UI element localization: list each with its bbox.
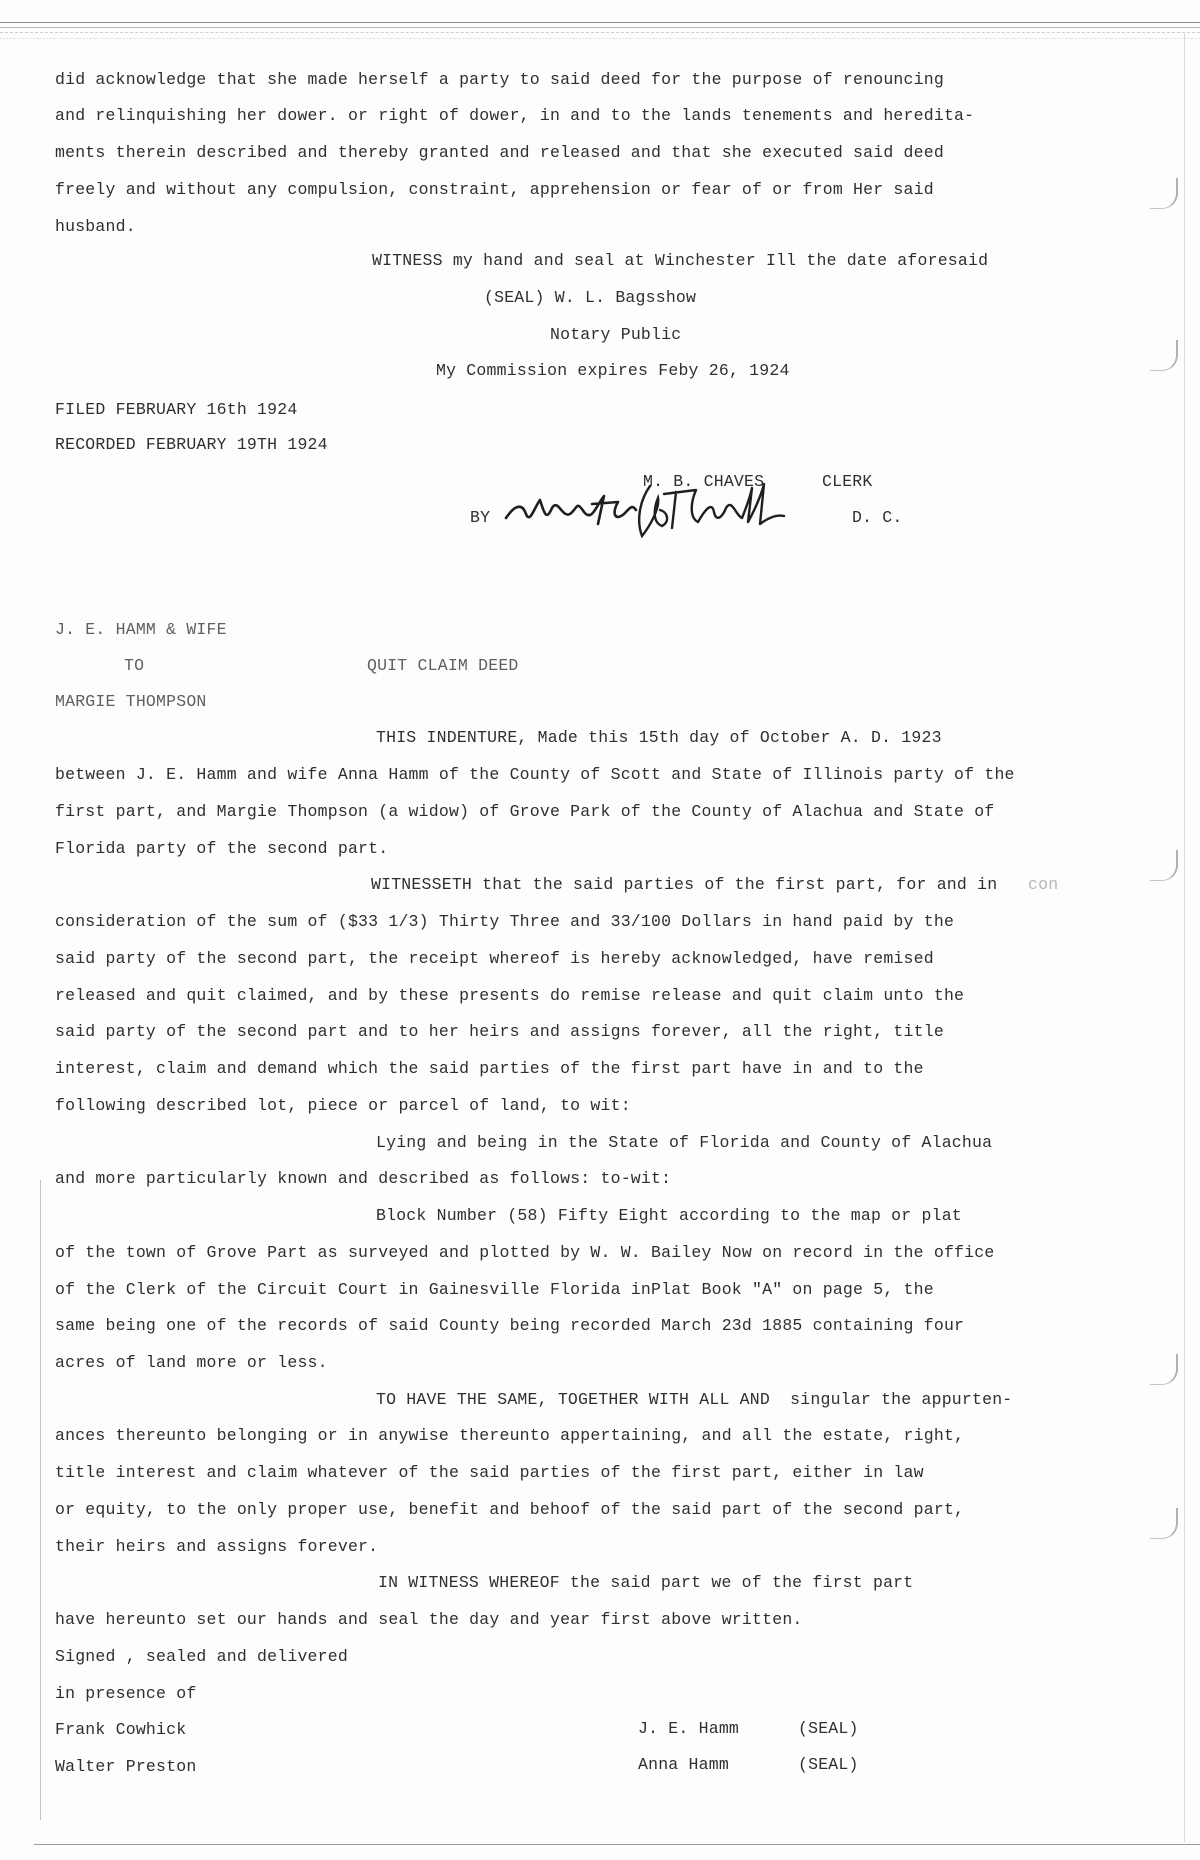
deed-line: and more particularly known and described as follows: to-wit: (55, 1169, 672, 1188)
deed-type: QUIT CLAIM DEED (367, 656, 519, 675)
deed-line: of the town of Grove Part as surveyed and plotted by W. W. Bailey Now on record in the office (55, 1243, 995, 1262)
deed-line: following described lot, piece or parcel of land, to wit: (55, 1096, 631, 1115)
seal-mark: (SEAL) (798, 1755, 859, 1774)
deed-line: THIS INDENTURE, Made this 15th day of October A. D. 1923 (376, 728, 942, 747)
deed-line: said party of the second part and to her heirs and assigns forever, all the right, title (55, 1022, 944, 1041)
deed-line: interest, claim and demand which the said parties of the first part have in and to the (55, 1059, 924, 1078)
notary-line: freely and without any compulsion, constraint, apprehension or fear of or from Her said (55, 180, 934, 199)
deed-line: said party of the second part, the receipt whereof is hereby acknowledged, have remised (55, 949, 934, 968)
deed-line: TO HAVE THE SAME, TOGETHER WITH ALL AND singular the appurten- (376, 1390, 1013, 1409)
notary-commission: My Commission expires Feby 26, 1924 (436, 361, 790, 380)
deed-line: ances thereunto belonging or in anywise thereunto appertaining, and all the estate, right, (55, 1426, 965, 1445)
recorded-date: RECORDED FEBRUARY 19TH 1924 (55, 435, 328, 454)
deed-line: their heirs and assigns forever. (55, 1537, 379, 1556)
deed-line: Florida party of the second part. (55, 839, 389, 858)
deed-line: Block Number (58) Fifty Eight according to the map or plat (376, 1206, 962, 1225)
notary-line: ments therein described and thereby granted and released and that she executed said deed (55, 143, 944, 162)
notary-line: did acknowledge that she made herself a party to said deed for the purpose of renouncing (55, 70, 944, 89)
top-border-line (0, 27, 1200, 28)
deed-line: released and quit claimed, and by these presents do remise release and quit claim unto the (55, 986, 965, 1005)
top-border-line (0, 38, 1200, 39)
notary-witness-line: WITNESS my hand and seal at Winchester Ill the date aforesaid (372, 251, 989, 270)
deed-line: first part, and Margie Thompson (a widow) of Grove Park of the County of Alachua and State of (55, 802, 995, 821)
deed-line: consideration of the sum of ($33 1/3) Thirty Three and 33/100 Dollars in hand paid by the (55, 912, 955, 931)
binder-hole-mark (1150, 1508, 1178, 1539)
deed-line: between J. E. Hamm and wife Anna Hamm of the County of Scott and State of Illinois party of the (55, 765, 1015, 784)
notary-seal-name: (SEAL) W. L. Bagsshow (484, 288, 697, 307)
deed-line: title interest and claim whatever of the said parties of the first part, either in law (55, 1463, 924, 1482)
deed-grantee: MARGIE THOMPSON (55, 692, 207, 711)
binder-hole-mark (1150, 178, 1178, 209)
signer-name: Anna Hamm (638, 1755, 729, 1774)
deed-line: Lying and being in the State of Florida and County of Alachua (376, 1133, 993, 1152)
right-page-edge (1184, 32, 1185, 1842)
deed-line: of the Clerk of the Circuit Court in Gainesville Florida inPlat Book "A" on page 5, the (55, 1280, 934, 1299)
binder-hole-mark (1150, 850, 1178, 881)
binder-hole-mark (1150, 340, 1178, 371)
deed-line: WITNESSETH that the said parties of the first part, for and in (371, 875, 998, 894)
top-border-line (0, 32, 1200, 33)
deed-line: IN WITNESS WHEREOF the said part we of the first part (378, 1573, 914, 1592)
witness-name: Frank Cowhick (55, 1720, 187, 1739)
deputy-clerk-label: D. C. (852, 508, 903, 527)
binder-hole-mark (1150, 1354, 1178, 1385)
notary-line: and relinquishing her dower. or right of dower, in and to the lands tenements and heredita- (55, 106, 975, 125)
clerk-title: CLERK (822, 472, 873, 491)
deputy-clerk-signature (500, 478, 805, 550)
deed-grantor: J. E. HAMM & WIFE (55, 620, 227, 639)
top-border-line (0, 22, 1200, 23)
witness-name: Walter Preston (55, 1757, 197, 1776)
margin-fragment: con (1028, 875, 1059, 894)
left-page-edge (40, 1180, 41, 1820)
deed-line: same being one of the records of said County being recorded March 23d 1885 containing four (55, 1316, 965, 1335)
notary-line: husband. (55, 217, 136, 236)
deed-line: acres of land more or less. (55, 1353, 328, 1372)
deed-line: have hereunto set our hands and seal the day and year first above written. (55, 1610, 803, 1629)
clerk-name: M. B. CHAVES (643, 472, 765, 491)
seal-mark: (SEAL) (798, 1719, 859, 1738)
deed-to-label: TO (124, 656, 145, 675)
signer-name: J. E. Hamm (638, 1719, 740, 1738)
filed-date: FILED FEBRUARY 16th 1924 (55, 400, 298, 419)
by-label: BY (470, 508, 491, 527)
presence-label: in presence of (55, 1684, 197, 1703)
notary-title: Notary Public (550, 325, 682, 344)
signed-sealed-label: Signed , sealed and delivered (55, 1647, 348, 1666)
deed-line: or equity, to the only proper use, benefit and behoof of the said part of the second part, (55, 1500, 965, 1519)
bottom-border-line (34, 1844, 1200, 1845)
